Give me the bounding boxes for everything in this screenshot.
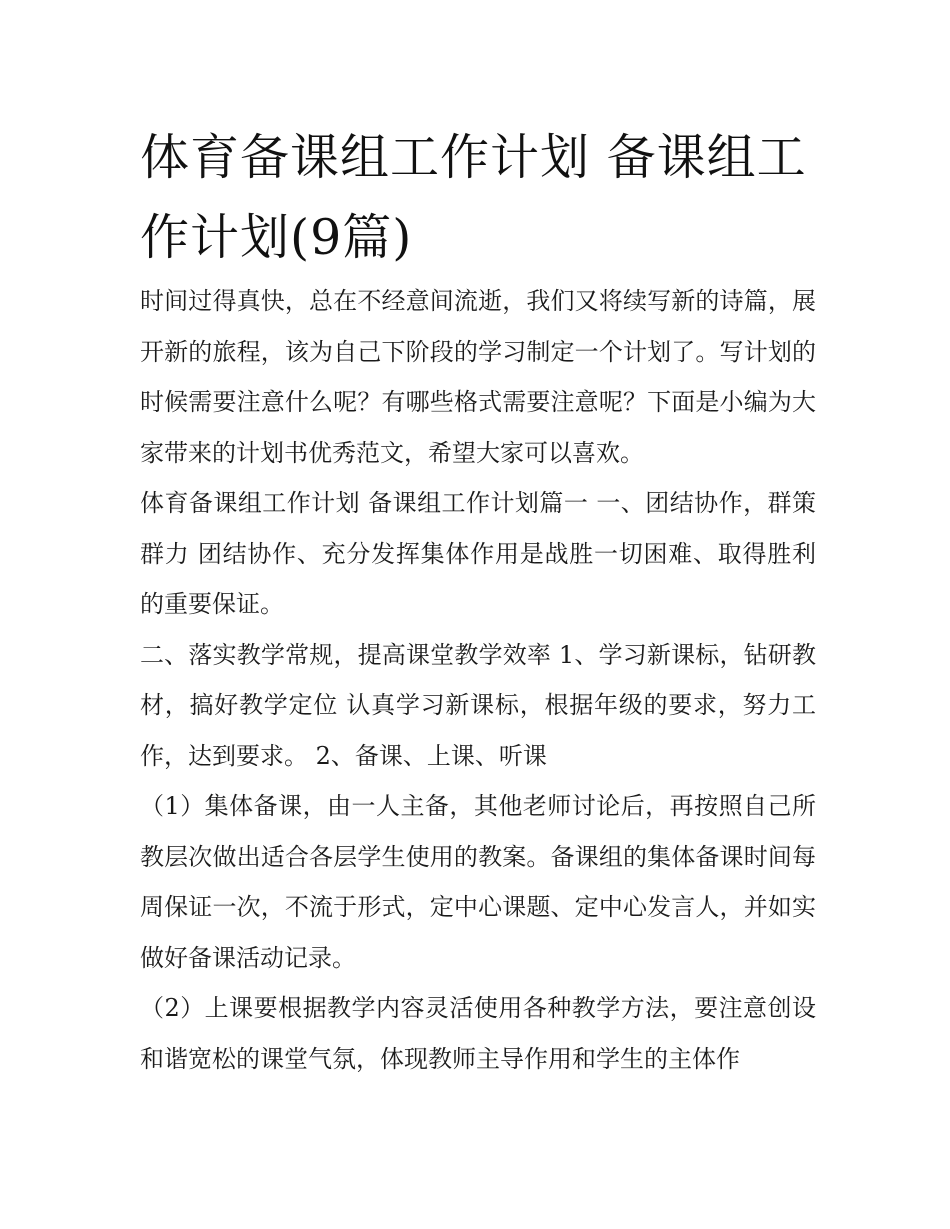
document-body: [140, 276, 816, 1084]
paragraph-item-1: （1）集体备课，由一人主备，其他老师讨论后，再按照自己所教层次做出适合各层学生使用的教案。备课组的集体备课时间每周保证一次，不流于形式，定中心课题、定中心发言人，并如实做好备课活动记录。: [140, 792, 816, 972]
paragraph-item-2: （2）上课要根据教学内容灵活使用各种教学方法，要注意创设和谐宽松的课堂气氛，体现教师主导作用和学生的主体作: [140, 994, 816, 1073]
document-title: 体育备课组工作计划 备课组工作计划(9篇): [140, 129, 807, 266]
paragraph-section-2: 二、落实教学常规，提高课堂教学效率 1、学习新课标，钻研教材，搞好教学定位 认真学习新课标，根据年级的要求，努力工作，达到要求。 2、备课、上课、听课: [140, 640, 816, 770]
paragraph-section-1: 体育备课组工作计划 备课组工作计划篇一 一、团结协作，群策群力 团结协作、充分发挥集体作用是战胜一切困难、取得胜利的重要保证。: [140, 489, 816, 618]
paragraph-intro: 时间过得真快，总在不经意间流逝，我们又将续写新的诗篇，展开新的旅程，该为自己下阶段的学习制定一个计划了。写计划的时候需要注意什么呢？有哪些格式需要注意呢？下面是小编为大家带来的计划书优秀范文，希望大家可以喜欢。: [140, 287, 816, 467]
